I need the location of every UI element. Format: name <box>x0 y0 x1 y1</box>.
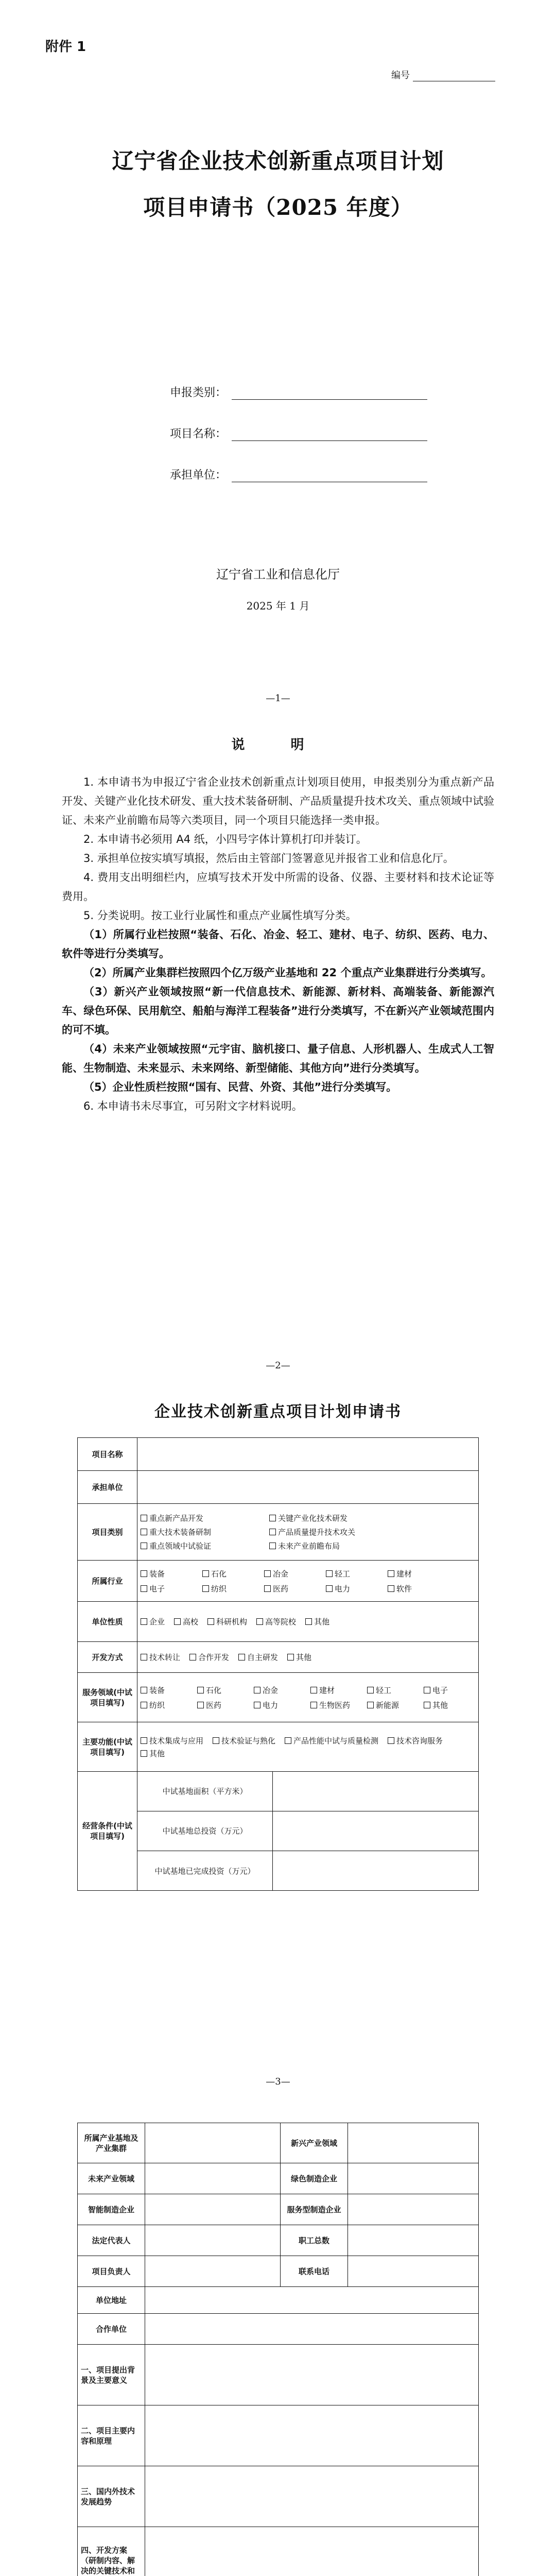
option-label: 关键产业化技术研发 <box>278 1514 348 1523</box>
option-checkbox[interactable] <box>264 1568 321 1579</box>
mgmt-value[interactable] <box>273 1851 479 1890</box>
checkbox-icon <box>326 1570 333 1577</box>
checkbox-icon <box>141 1654 147 1660</box>
table-row <box>137 1772 478 1811</box>
checkbox-icon <box>305 1618 312 1625</box>
project-type-options <box>137 1504 479 1561</box>
checkbox-icon <box>189 1654 196 1660</box>
checkbox-icon <box>141 1585 147 1592</box>
option-label: 合作开发 <box>198 1653 230 1662</box>
option-label: 其他 <box>314 1617 330 1626</box>
instructions-title: 说 明 <box>231 737 325 753</box>
option-label: 技术咨询服务 <box>396 1736 443 1745</box>
table-row <box>78 2287 479 2314</box>
instruction-paragraph: 6. 本申请书未尽事宜，可另附文字材料说明。 <box>83 1100 303 1112</box>
section-value[interactable] <box>145 2527 479 2576</box>
checkbox-icon <box>141 1529 147 1535</box>
option-checkbox[interactable] <box>141 1583 197 1594</box>
section-label: 二、项目主要内容和原理 <box>78 2405 145 2466</box>
unit-cell[interactable] <box>137 1471 479 1504</box>
table-row <box>78 1504 479 1561</box>
instructions-body <box>62 773 494 1116</box>
option-label: 电力 <box>263 1700 279 1710</box>
cell-value[interactable] <box>348 2163 479 2194</box>
field-project-name <box>170 425 427 441</box>
checkbox-icon <box>264 1570 271 1577</box>
table-row <box>78 1471 479 1504</box>
table-row <box>78 2527 479 2576</box>
unit-address-value[interactable] <box>145 2287 479 2314</box>
checkbox-icon <box>238 1654 245 1660</box>
option-label: 石化 <box>211 1569 227 1579</box>
table-row <box>78 2123 479 2163</box>
option-checkbox[interactable] <box>238 1652 278 1663</box>
page-number-2: —2— <box>266 1360 290 1371</box>
section-label: 一、项目提出背景及主要意义 <box>78 2345 145 2405</box>
option-checkbox[interactable] <box>326 1583 383 1594</box>
option-checkbox[interactable] <box>367 1700 419 1710</box>
cell-label: 绿色制造企业 <box>281 2163 348 2194</box>
cell-label: 智能制造企业 <box>78 2194 145 2225</box>
checkbox-icon <box>285 1737 291 1744</box>
service-options <box>137 1673 479 1722</box>
table-row <box>78 2163 479 2194</box>
field-category <box>170 384 427 400</box>
option-label: 轻工 <box>335 1569 351 1579</box>
table-row <box>78 1602 479 1642</box>
checkbox-icon <box>141 1543 147 1549</box>
option-label: 其他 <box>432 1700 448 1710</box>
cover-title-line2: 项目申请书（2025 年度） <box>143 195 413 220</box>
checkbox-icon <box>254 1702 260 1708</box>
option-checkbox[interactable] <box>310 1700 362 1710</box>
option-label: 技术集成与应用 <box>149 1736 204 1745</box>
service-label: 服务领域(中试项目填写) <box>78 1673 137 1722</box>
table-row <box>78 1438 479 1471</box>
instruction-paragraph: （4）未来产业领域按照“元宇宙、脑机接口、量子信息、人形机器人、生成式人工智能、生物制造、未来显示、未来网络、新型储能、其他方向”进行分类填写。 <box>62 1043 494 1074</box>
option-checkbox[interactable] <box>141 1616 165 1627</box>
checkbox-icon <box>141 1515 147 1521</box>
checkbox-icon <box>141 1618 147 1625</box>
table-row <box>78 1673 479 1722</box>
checkbox-icon <box>197 1702 204 1708</box>
option-label: 医药 <box>273 1584 289 1594</box>
cell-value[interactable] <box>348 2194 479 2225</box>
option-checkbox[interactable] <box>213 1735 275 1746</box>
page-number-3: —3— <box>266 2076 290 2087</box>
cell-label: 所属产业基地及产业集群 <box>78 2123 145 2163</box>
cell-label: 联系电话 <box>281 2256 348 2287</box>
table-row <box>78 2405 479 2466</box>
option-checkbox[interactable] <box>388 1583 444 1594</box>
checkbox-icon <box>287 1654 294 1660</box>
option-label: 高校 <box>183 1617 199 1626</box>
checkbox-icon <box>174 1618 181 1625</box>
option-checkbox[interactable] <box>174 1616 198 1627</box>
cell-label: 项目负责人 <box>78 2256 145 2287</box>
checkbox-icon <box>326 1585 333 1592</box>
cell-value[interactable] <box>145 2194 281 2225</box>
checkbox-icon <box>141 1750 147 1757</box>
cell-label: 新兴产业领域 <box>281 2123 348 2163</box>
option-checkbox[interactable] <box>269 1527 393 1537</box>
cell-label: 服务型制造企业 <box>281 2194 348 2225</box>
checkbox-icon <box>141 1570 147 1577</box>
option-label: 其他 <box>149 1749 165 1758</box>
checkbox-icon <box>367 1702 374 1708</box>
dev-mode-label: 开发方式 <box>78 1642 137 1673</box>
option-label: 新能源 <box>376 1700 399 1710</box>
option-checkbox[interactable] <box>254 1700 305 1710</box>
option-checkbox[interactable] <box>254 1685 305 1696</box>
field-unit-label: 承担单位： <box>170 469 227 482</box>
checkbox-icon <box>141 1687 147 1693</box>
field-project-name-label: 项目名称： <box>170 428 227 440</box>
option-label: 重点领域中试验证 <box>149 1541 212 1551</box>
option-checkbox[interactable] <box>388 1568 444 1579</box>
option-checkbox[interactable] <box>388 1735 443 1746</box>
cell-value[interactable] <box>145 2256 281 2287</box>
unit-label: 承担单位 <box>78 1471 137 1504</box>
checkbox-icon <box>207 1618 214 1625</box>
checkbox-icon <box>310 1702 317 1708</box>
option-checkbox[interactable] <box>305 1616 329 1627</box>
option-label: 重点新产品开发 <box>149 1514 204 1523</box>
section-label: 四、开发方案（研制内容、解决的关键技术和 <box>78 2527 145 2576</box>
instruction-paragraph: 4. 费用支出明细栏内，应填写技术开发中所需的设备、仪器、主要材料和技术论证等费用。 <box>62 871 494 903</box>
cell-value[interactable] <box>348 2256 479 2287</box>
instruction-paragraph: （2）所属产业集群栏按照四个亿万级产业基地和 22 个重点产业集群进行分类填写。 <box>83 967 492 979</box>
partner-unit-label: 合作单位 <box>78 2314 145 2345</box>
field-project-name-line <box>232 428 427 441</box>
option-label: 软件 <box>396 1584 412 1594</box>
table-row <box>78 2466 479 2527</box>
option-checkbox[interactable] <box>202 1583 259 1594</box>
mgmt-value[interactable] <box>273 1811 479 1851</box>
unit-address-label: 单位地址 <box>78 2287 145 2314</box>
mgmt-cell <box>137 1772 479 1891</box>
cell-value[interactable] <box>145 2225 281 2256</box>
checkbox-icon <box>202 1570 209 1577</box>
page-number-1: —1— <box>266 693 290 704</box>
instruction-paragraph: 1. 本申请书为申报辽宁省企业技术创新重点计划项目使用，申报类别分为重点新产品开发、关键产业化技术研发、重大技术装备研制、产品质量提升技术攻关、重点领域中试验证、未来产业前瞻布局等六类项目，同一个项目只能选择一类申报。 <box>62 776 494 826</box>
industry-options <box>137 1561 479 1602</box>
checkbox-icon <box>254 1687 260 1693</box>
application-form-table-2 <box>77 2123 479 2576</box>
table-row <box>137 1851 478 1890</box>
unit-nature-options <box>137 1602 479 1642</box>
option-label: 建材 <box>396 1569 412 1579</box>
mgmt-row-label: 中试基地已完成投资（万元） <box>137 1851 273 1890</box>
checkbox-icon <box>269 1529 276 1535</box>
checkbox-icon <box>256 1618 263 1625</box>
checkbox-icon <box>388 1585 394 1592</box>
table-row <box>78 2314 479 2345</box>
option-checkbox[interactable] <box>141 1748 165 1759</box>
project-name-label: 项目名称 <box>78 1438 137 1471</box>
application-form-table-1 <box>77 1437 479 1891</box>
option-label: 未来产业前瞻布局 <box>278 1541 340 1551</box>
option-label: 纺织 <box>211 1584 227 1594</box>
option-checkbox[interactable] <box>197 1685 249 1696</box>
option-label: 重大技术装备研制 <box>149 1528 212 1537</box>
checkbox-icon <box>202 1585 209 1592</box>
option-checkbox[interactable] <box>269 1540 393 1551</box>
option-checkbox[interactable] <box>141 1513 264 1523</box>
cell-label: 职工总数 <box>281 2225 348 2256</box>
cell-value[interactable] <box>348 2225 479 2256</box>
field-unit-line <box>232 469 427 482</box>
option-label: 建材 <box>319 1685 335 1695</box>
mgmt-row-label: 中试基地总投资（万元） <box>137 1811 273 1851</box>
checkbox-icon <box>213 1737 219 1744</box>
project-name-cell[interactable] <box>137 1438 479 1471</box>
option-checkbox[interactable] <box>202 1568 259 1579</box>
checkbox-icon <box>141 1702 147 1708</box>
option-checkbox[interactable] <box>141 1685 192 1696</box>
table-row <box>78 2194 479 2225</box>
issuer: 辽宁省工业和信息化厅 <box>216 567 340 582</box>
section-value[interactable] <box>145 2405 479 2466</box>
main-function-options <box>137 1722 479 1772</box>
option-checkbox[interactable] <box>264 1583 321 1594</box>
checkbox-icon <box>269 1543 276 1549</box>
mgmt-value[interactable] <box>273 1772 479 1811</box>
section-value[interactable] <box>145 2466 479 2527</box>
section-value[interactable] <box>145 2345 479 2405</box>
option-checkbox[interactable] <box>141 1700 192 1710</box>
option-checkbox[interactable] <box>256 1616 296 1627</box>
field-unit <box>170 466 427 482</box>
option-label: 企业 <box>149 1617 165 1626</box>
option-label: 医药 <box>206 1700 222 1710</box>
option-checkbox[interactable] <box>424 1700 475 1710</box>
option-checkbox[interactable] <box>141 1735 203 1746</box>
option-checkbox[interactable] <box>310 1685 362 1696</box>
option-checkbox[interactable] <box>197 1700 249 1710</box>
instruction-paragraph: 3. 承担单位按实填写填报，然后由主管部门签署意见并报省工业和信息化厅。 <box>83 852 454 865</box>
serial-line <box>413 72 495 81</box>
issue-date: 2025 年 1 月 <box>246 600 310 612</box>
mgmt-row-label: 中试基地面积（平方米） <box>137 1772 273 1811</box>
table-row <box>78 1772 479 1891</box>
checkbox-icon <box>388 1570 394 1577</box>
partner-unit-value[interactable] <box>145 2314 479 2345</box>
option-label: 冶金 <box>263 1685 279 1695</box>
project-type-label: 项目类别 <box>78 1504 137 1561</box>
option-checkbox[interactable] <box>141 1568 197 1579</box>
cell-label: 未来产业领域 <box>78 2163 145 2194</box>
option-label: 科研机构 <box>216 1617 248 1626</box>
checkbox-icon <box>264 1585 271 1592</box>
option-checkbox[interactable] <box>207 1616 247 1627</box>
mgmt-label: 经营条件(中试项目填写) <box>78 1772 137 1891</box>
section-label: 三、国内外技术发展趋势 <box>78 2466 145 2527</box>
checkbox-icon <box>424 1702 430 1708</box>
option-label: 冶金 <box>273 1569 289 1579</box>
serial-number-field <box>391 68 495 81</box>
instruction-paragraph: 5. 分类说明。按工业行业属性和重点产业属性填写分类。 <box>83 909 357 922</box>
table-row <box>78 2345 479 2405</box>
checkbox-icon <box>388 1737 394 1744</box>
instruction-paragraph: （1）所属行业栏按照“装备、石化、冶金、轻工、建材、电子、纺织、医药、电力、软件等进行分类填写。 <box>62 928 494 960</box>
form-title: 企业技术创新重点项目计划申请书 <box>154 1403 402 1421</box>
option-label: 电力 <box>335 1584 351 1594</box>
option-checkbox[interactable] <box>141 1527 264 1537</box>
option-label: 技术验证与熟化 <box>221 1736 276 1745</box>
unit-nature-label: 单位性质 <box>78 1602 137 1642</box>
cell-value[interactable] <box>145 2123 281 2163</box>
option-label: 自主研发 <box>247 1653 279 1662</box>
industry-label: 所属行业 <box>78 1561 137 1602</box>
table-row <box>137 1811 478 1851</box>
cell-value[interactable] <box>348 2123 479 2163</box>
option-label: 石化 <box>206 1685 222 1695</box>
table-row <box>78 2256 479 2287</box>
serial-label: 编号 <box>391 70 410 81</box>
option-label: 产品性能中试与质量检测 <box>293 1736 379 1745</box>
instruction-paragraph: 2. 本申请书必须用 A4 纸，小四号字体计算机打印并装订。 <box>83 833 367 845</box>
option-label: 产品质量提升技术攻关 <box>278 1528 356 1537</box>
option-label: 纺织 <box>149 1700 165 1710</box>
option-checkbox[interactable] <box>189 1652 229 1663</box>
cover-title-line1: 辽宁省企业技术创新重点项目计划 <box>112 148 444 174</box>
option-label: 生物医药 <box>319 1700 351 1710</box>
option-checkbox[interactable] <box>285 1735 378 1746</box>
option-label: 电子 <box>432 1685 448 1695</box>
option-label: 高等院校 <box>265 1617 297 1626</box>
cell-label: 法定代表人 <box>78 2225 145 2256</box>
option-label: 其他 <box>296 1653 312 1662</box>
option-checkbox[interactable] <box>424 1685 475 1696</box>
dev-mode-options <box>137 1642 479 1673</box>
table-row <box>78 2225 479 2256</box>
option-checkbox[interactable] <box>269 1513 393 1523</box>
checkbox-icon <box>367 1687 374 1693</box>
attachment-label: 附件 1 <box>45 39 86 55</box>
option-checkbox[interactable] <box>141 1540 264 1551</box>
option-checkbox[interactable] <box>141 1652 180 1663</box>
option-label: 装备 <box>149 1685 165 1695</box>
field-category-label: 申报类别： <box>170 386 227 399</box>
checkbox-icon <box>310 1687 317 1693</box>
field-category-line <box>232 387 427 400</box>
main-function-label: 主要功能(中试项目填写) <box>78 1722 137 1772</box>
table-row <box>78 1722 479 1772</box>
checkbox-icon <box>197 1687 204 1693</box>
table-row <box>78 1561 479 1602</box>
option-checkbox[interactable] <box>326 1568 383 1579</box>
checkbox-icon <box>141 1737 147 1744</box>
option-checkbox[interactable] <box>287 1652 311 1663</box>
option-label: 技术转让 <box>149 1653 181 1662</box>
checkbox-icon <box>424 1687 430 1693</box>
table-row <box>78 1642 479 1673</box>
cell-value[interactable] <box>145 2163 281 2194</box>
option-checkbox[interactable] <box>367 1685 419 1696</box>
option-label: 装备 <box>149 1569 165 1579</box>
option-label: 轻工 <box>376 1685 392 1695</box>
mgmt-subtable <box>137 1772 478 1890</box>
option-label: 电子 <box>149 1584 165 1594</box>
checkbox-icon <box>269 1515 276 1521</box>
instruction-paragraph: （3）新兴产业领域按照“新一代信息技术、新能源、新材料、高端装备、新能源汽车、绿色环保、民用航空、船舶与海洋工程装备”进行分类填写，不在新兴产业领域范围内的可不填。 <box>62 986 494 1036</box>
instruction-paragraph: （5）企业性质栏按照“国有、民营、外资、其他”进行分类填写。 <box>83 1081 397 1093</box>
